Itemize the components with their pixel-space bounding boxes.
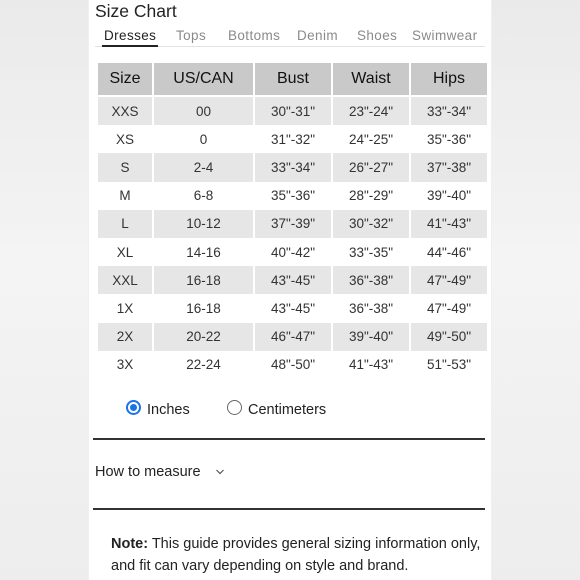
cell-size: XS <box>98 125 152 153</box>
cell-hips: 49"-50" <box>411 323 487 351</box>
table-row <box>98 153 487 181</box>
cell-waist: 36"-38" <box>333 294 409 322</box>
cell-bust: 37"-39" <box>255 210 331 238</box>
cell-hips: 37"-38" <box>411 153 487 181</box>
table-row <box>98 351 487 379</box>
cell-size: S <box>98 153 152 181</box>
cell-size: 1X <box>98 294 152 322</box>
cell-size: 3X <box>98 351 152 379</box>
table-row <box>98 210 487 238</box>
cell-bust: 43"-45" <box>255 294 331 322</box>
cell-us-can: 2-4 <box>154 153 253 181</box>
radio-centimeters-label[interactable]: Centimeters <box>248 402 327 418</box>
cell-size: L <box>98 210 152 238</box>
cell-bust: 43"-45" <box>255 266 331 294</box>
table-row <box>98 323 487 351</box>
table-row <box>98 266 487 294</box>
table-row <box>98 294 487 322</box>
cell-us-can: 10-12 <box>154 210 253 238</box>
cell-hips: 44"-46" <box>411 238 487 266</box>
cell-waist: 41"-43" <box>333 351 409 379</box>
cell-us-can: 14-16 <box>154 238 253 266</box>
sizing-note <box>111 533 483 577</box>
cell-us-can: 0 <box>154 125 253 153</box>
background-left <box>0 0 88 580</box>
size-chart-panel <box>89 0 491 580</box>
cell-bust: 30"-31" <box>255 97 331 125</box>
tab-dresses[interactable]: Dresses <box>102 28 158 47</box>
cell-us-can: 6-8 <box>154 182 253 210</box>
radio-inches-circle[interactable] <box>126 400 141 415</box>
cell-waist: 26"-27" <box>333 153 409 181</box>
cell-hips: 39"-40" <box>411 182 487 210</box>
cell-hips: 51"-53" <box>411 351 487 379</box>
cell-us-can: 00 <box>154 97 253 125</box>
how-to-measure-toggle[interactable] <box>95 464 225 480</box>
cell-us-can: 22-24 <box>154 351 253 379</box>
cell-waist: 36"-38" <box>333 266 409 294</box>
cell-hips: 47"-49" <box>411 266 487 294</box>
cell-bust: 35"-36" <box>255 182 331 210</box>
cell-size: XXS <box>98 97 152 125</box>
divider-top <box>93 438 485 440</box>
note-text: This guide provides general sizing information only, and fit can vary depending on style and brand. <box>111 536 481 574</box>
cell-size: M <box>98 182 152 210</box>
cell-hips: 41"-43" <box>411 210 487 238</box>
radio-inches-label[interactable]: Inches <box>147 402 190 418</box>
cell-waist: 23"-24" <box>333 97 409 125</box>
header-size: Size <box>98 63 152 97</box>
cell-size: XL <box>98 238 152 266</box>
cell-bust: 48"-50" <box>255 351 331 379</box>
cell-waist: 24"-25" <box>333 125 409 153</box>
header-waist: Waist <box>333 63 409 97</box>
cell-bust: 40"-42" <box>255 238 331 266</box>
note-label: Note: <box>111 536 149 552</box>
cell-waist: 33"-35" <box>333 238 409 266</box>
how-to-measure-label[interactable]: How to measure <box>95 464 201 480</box>
page-title: Size Chart <box>95 1 177 21</box>
cell-size: XXL <box>98 266 152 294</box>
cell-waist: 30"-32" <box>333 210 409 238</box>
cell-hips: 33"-34" <box>411 97 487 125</box>
cell-hips: 35"-36" <box>411 125 487 153</box>
tab-bottoms[interactable]: Bottoms <box>228 28 281 43</box>
cell-bust: 46"-47" <box>255 323 331 351</box>
radio-centimeters-circle[interactable] <box>227 400 242 415</box>
cell-bust: 33"-34" <box>255 153 331 181</box>
cell-waist: 28"-29" <box>333 182 409 210</box>
tab-swimwear[interactable]: Swimwear <box>412 28 478 43</box>
radio-inches[interactable] <box>126 396 190 418</box>
header-us-can: US/CAN <box>154 63 253 97</box>
tab-shoes[interactable]: Shoes <box>357 28 398 43</box>
cell-size: 2X <box>98 323 152 351</box>
radio-centimeters[interactable] <box>227 396 326 418</box>
header-bust: Bust <box>255 63 331 97</box>
table-row <box>98 238 487 266</box>
background-right <box>492 0 580 580</box>
tab-tops[interactable]: Tops <box>176 28 207 43</box>
table-header-row <box>98 63 487 97</box>
chevron-down-icon[interactable] <box>215 467 225 477</box>
category-tabs <box>95 28 485 47</box>
divider-bottom <box>93 508 485 510</box>
table-row <box>98 182 487 210</box>
cell-us-can: 20-22 <box>154 323 253 351</box>
cell-hips: 47"-49" <box>411 294 487 322</box>
size-table <box>96 63 489 379</box>
tab-denim[interactable]: Denim <box>297 28 339 43</box>
table-row <box>98 125 487 153</box>
table-row <box>98 97 487 125</box>
cell-us-can: 16-18 <box>154 266 253 294</box>
cell-waist: 39"-40" <box>333 323 409 351</box>
header-hips: Hips <box>411 63 487 97</box>
cell-bust: 31"-32" <box>255 125 331 153</box>
cell-us-can: 16-18 <box>154 294 253 322</box>
